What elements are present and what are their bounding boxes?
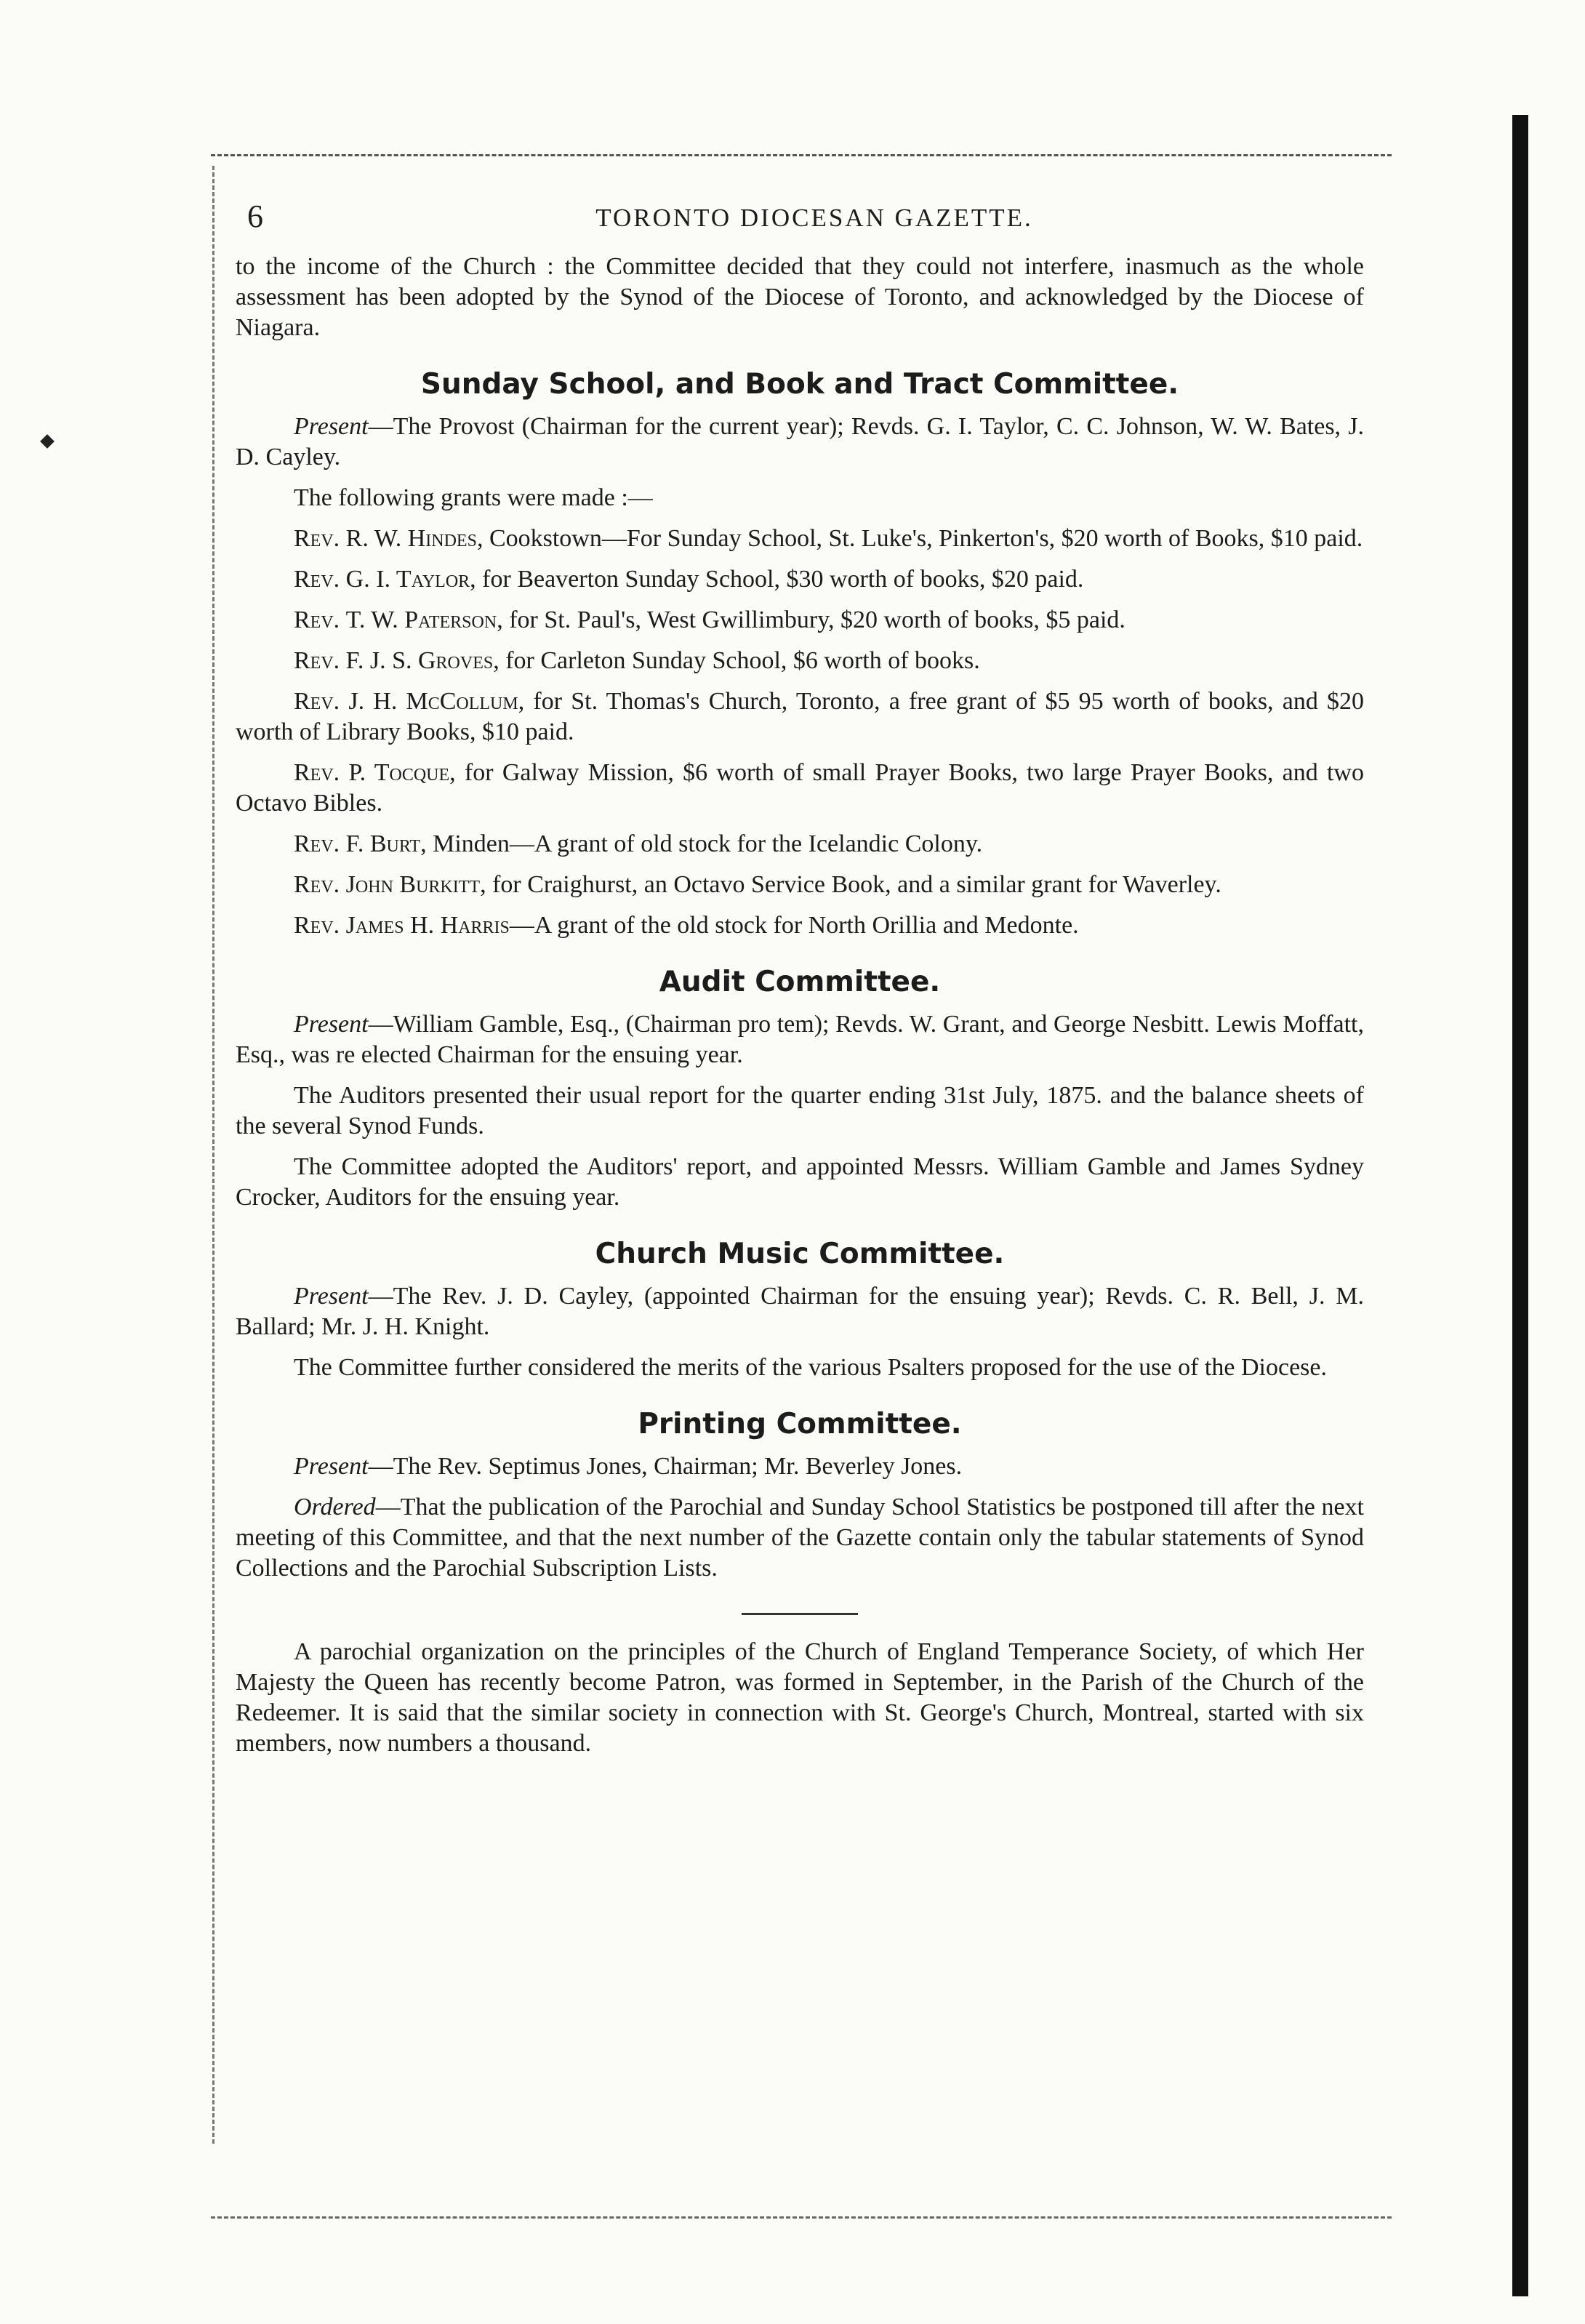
- grant-text: , for Craighurst, an Octavo Service Book, and a similar grant for Waverley.: [480, 871, 1221, 898]
- audit-paragraph: The Auditors presented their usual report for the quarter ending 31st July, 1875. and the balance sheets of the several Synod Funds.: [236, 1082, 1364, 1139]
- printing-ordered: [236, 1492, 1364, 1584]
- ordered-label: Ordered: [294, 1494, 376, 1520]
- grant-text: —A grant of the old stock for North Orillia and Medonte.: [509, 912, 1079, 939]
- grant-title: Rev.: [294, 647, 340, 674]
- grant-name: P. Tocque: [348, 759, 450, 786]
- present-text: —The Rev. Septimus Jones, Chairman; Mr. Beverley Jones.: [368, 1453, 963, 1480]
- present-text: —The Rev. J. D. Cayley, (appointed Chairman for the ensuing year); Revds. C. R. Bell, J. M. Ballard; Mr. J. H. Knight.: [236, 1283, 1364, 1340]
- ink-mark: [40, 434, 55, 449]
- grant-title: Rev.: [294, 871, 340, 898]
- grant-item: [236, 829, 1364, 860]
- present-label: Present: [294, 413, 369, 440]
- grant-item: [236, 870, 1364, 900]
- present-text: —William Gamble, Esq., (Chairman pro tem); Revds. W. Grant, and George Nesbitt. Lewis Moffatt, Esq., was re elected Chairman for the ensuing year.: [236, 1011, 1364, 1068]
- section-divider: [742, 1613, 858, 1615]
- intro-paragraph: to the income of the Church : the Committee decided that they could not interfere, inasmuch as the whole assessment has been adopted by the Synod of the Diocese of Toronto, and acknowledged by the Diocese of Niagara.: [236, 253, 1364, 341]
- printing-present: [236, 1451, 1364, 1482]
- present-label: Present: [294, 1453, 369, 1480]
- grant-text: , for St. Thomas's Church, Toronto, a free grant of $5 95 worth of books, and $20 worth of Library Books, $10 paid.: [236, 688, 1364, 745]
- grant-item: [236, 564, 1364, 595]
- grant-title: Rev.: [294, 759, 340, 786]
- grant-title: Rev.: [294, 912, 340, 939]
- grant-text: , Cookstown—For Sunday School, St. Luke's, Pinkerton's, $20 worth of Books, $10 paid.: [476, 525, 1363, 552]
- present-label: Present: [294, 1011, 369, 1038]
- grant-text: , for Beaverton Sunday School, $30 worth of books, $20 paid.: [470, 566, 1084, 593]
- grant-title: Rev.: [294, 525, 340, 552]
- grant-name: T. W. Paterson: [345, 606, 497, 633]
- grant-text: , for Carleton Sunday School, $6 worth of books.: [493, 647, 980, 674]
- grant-text: , for Galway Mission, $6 worth of small Prayer Books, two large Prayer Books, and two Octavo Bibles.: [236, 759, 1364, 817]
- closing-paragraph: A parochial organization on the principles of the Church of England Temperance Society, of which Her Majesty the Queen has recently become Patron, was formed in September, in the Parish of the Church of the Redeemer. It is said that the similar society in connection with St. George's Church, Montreal, started with six members, now numbers a thousand.: [236, 1638, 1364, 1757]
- bottom-rule: [211, 2216, 1392, 2219]
- audit-paragraph: The Committee adopted the Auditors' report, and appointed Messrs. William Gamble and James Sydney Crocker, Auditors for the ensuing year.: [236, 1153, 1364, 1211]
- grant-item: [236, 758, 1364, 819]
- audit-heading: Audit Committee.: [659, 966, 941, 998]
- grants-intro: The following grants were made :—: [294, 484, 653, 511]
- left-margin-line: [212, 166, 214, 2144]
- grant-text: , for St. Paul's, West Gwillimbury, $20 worth of books, $5 paid.: [497, 606, 1125, 633]
- grant-title: Rev.: [294, 606, 340, 633]
- grant-name: R. W. Hindes: [345, 525, 477, 552]
- music-present: [236, 1281, 1364, 1342]
- music-paragraph: The Committee further considered the merits of the various Psalters proposed for the use of the Diocese.: [294, 1354, 1327, 1381]
- sunday-school-heading: Sunday School, and Book and Tract Committee.: [420, 368, 1179, 401]
- running-head: TORONTO DIOCESAN GAZETTE.: [595, 204, 1033, 232]
- grant-name: J. H. McCollum: [348, 688, 518, 715]
- grant-name: F. Burt: [345, 830, 421, 857]
- grant-title: Rev.: [294, 566, 340, 593]
- grant-title: Rev.: [294, 830, 340, 857]
- page-number: 6: [247, 199, 263, 234]
- binding-edge: [1512, 115, 1528, 2296]
- grant-item: [236, 646, 1364, 676]
- present-label: Present: [294, 1283, 369, 1310]
- audit-present: [236, 1009, 1364, 1070]
- present-text: —The Provost (Chairman for the current year); Revds. G. I. Taylor, C. C. Johnson, W. W. Bates, J. D. Cayley.: [236, 413, 1364, 470]
- grant-name: John Burkitt: [345, 871, 481, 898]
- grant-item: [236, 524, 1364, 554]
- ordered-text: —That the publication of the Parochial and Sunday School Statistics be postponed till after the next meeting of this Committee, and that the next number of the Gazette contain only the tabular statements of Synod Collections and the Parochial Subscription Lists.: [236, 1494, 1364, 1582]
- article-body: [236, 252, 1364, 1769]
- grant-text: , Minden—A grant of old stock for the Icelandic Colony.: [420, 830, 983, 857]
- printing-heading: Printing Committee.: [638, 1408, 962, 1441]
- music-heading: Church Music Committee.: [595, 1238, 1005, 1270]
- grant-name: James H. Harris: [345, 912, 510, 939]
- grant-item: [236, 686, 1364, 748]
- grant-title: Rev.: [294, 688, 340, 715]
- sunday-school-present: [236, 412, 1364, 473]
- grant-item: [236, 910, 1364, 941]
- grant-name: G. I. Taylor: [345, 566, 470, 593]
- top-rule: [211, 154, 1392, 156]
- grant-name: F. J. S. Groves: [345, 647, 494, 674]
- grant-item: [236, 605, 1364, 636]
- page-header: [240, 198, 1389, 241]
